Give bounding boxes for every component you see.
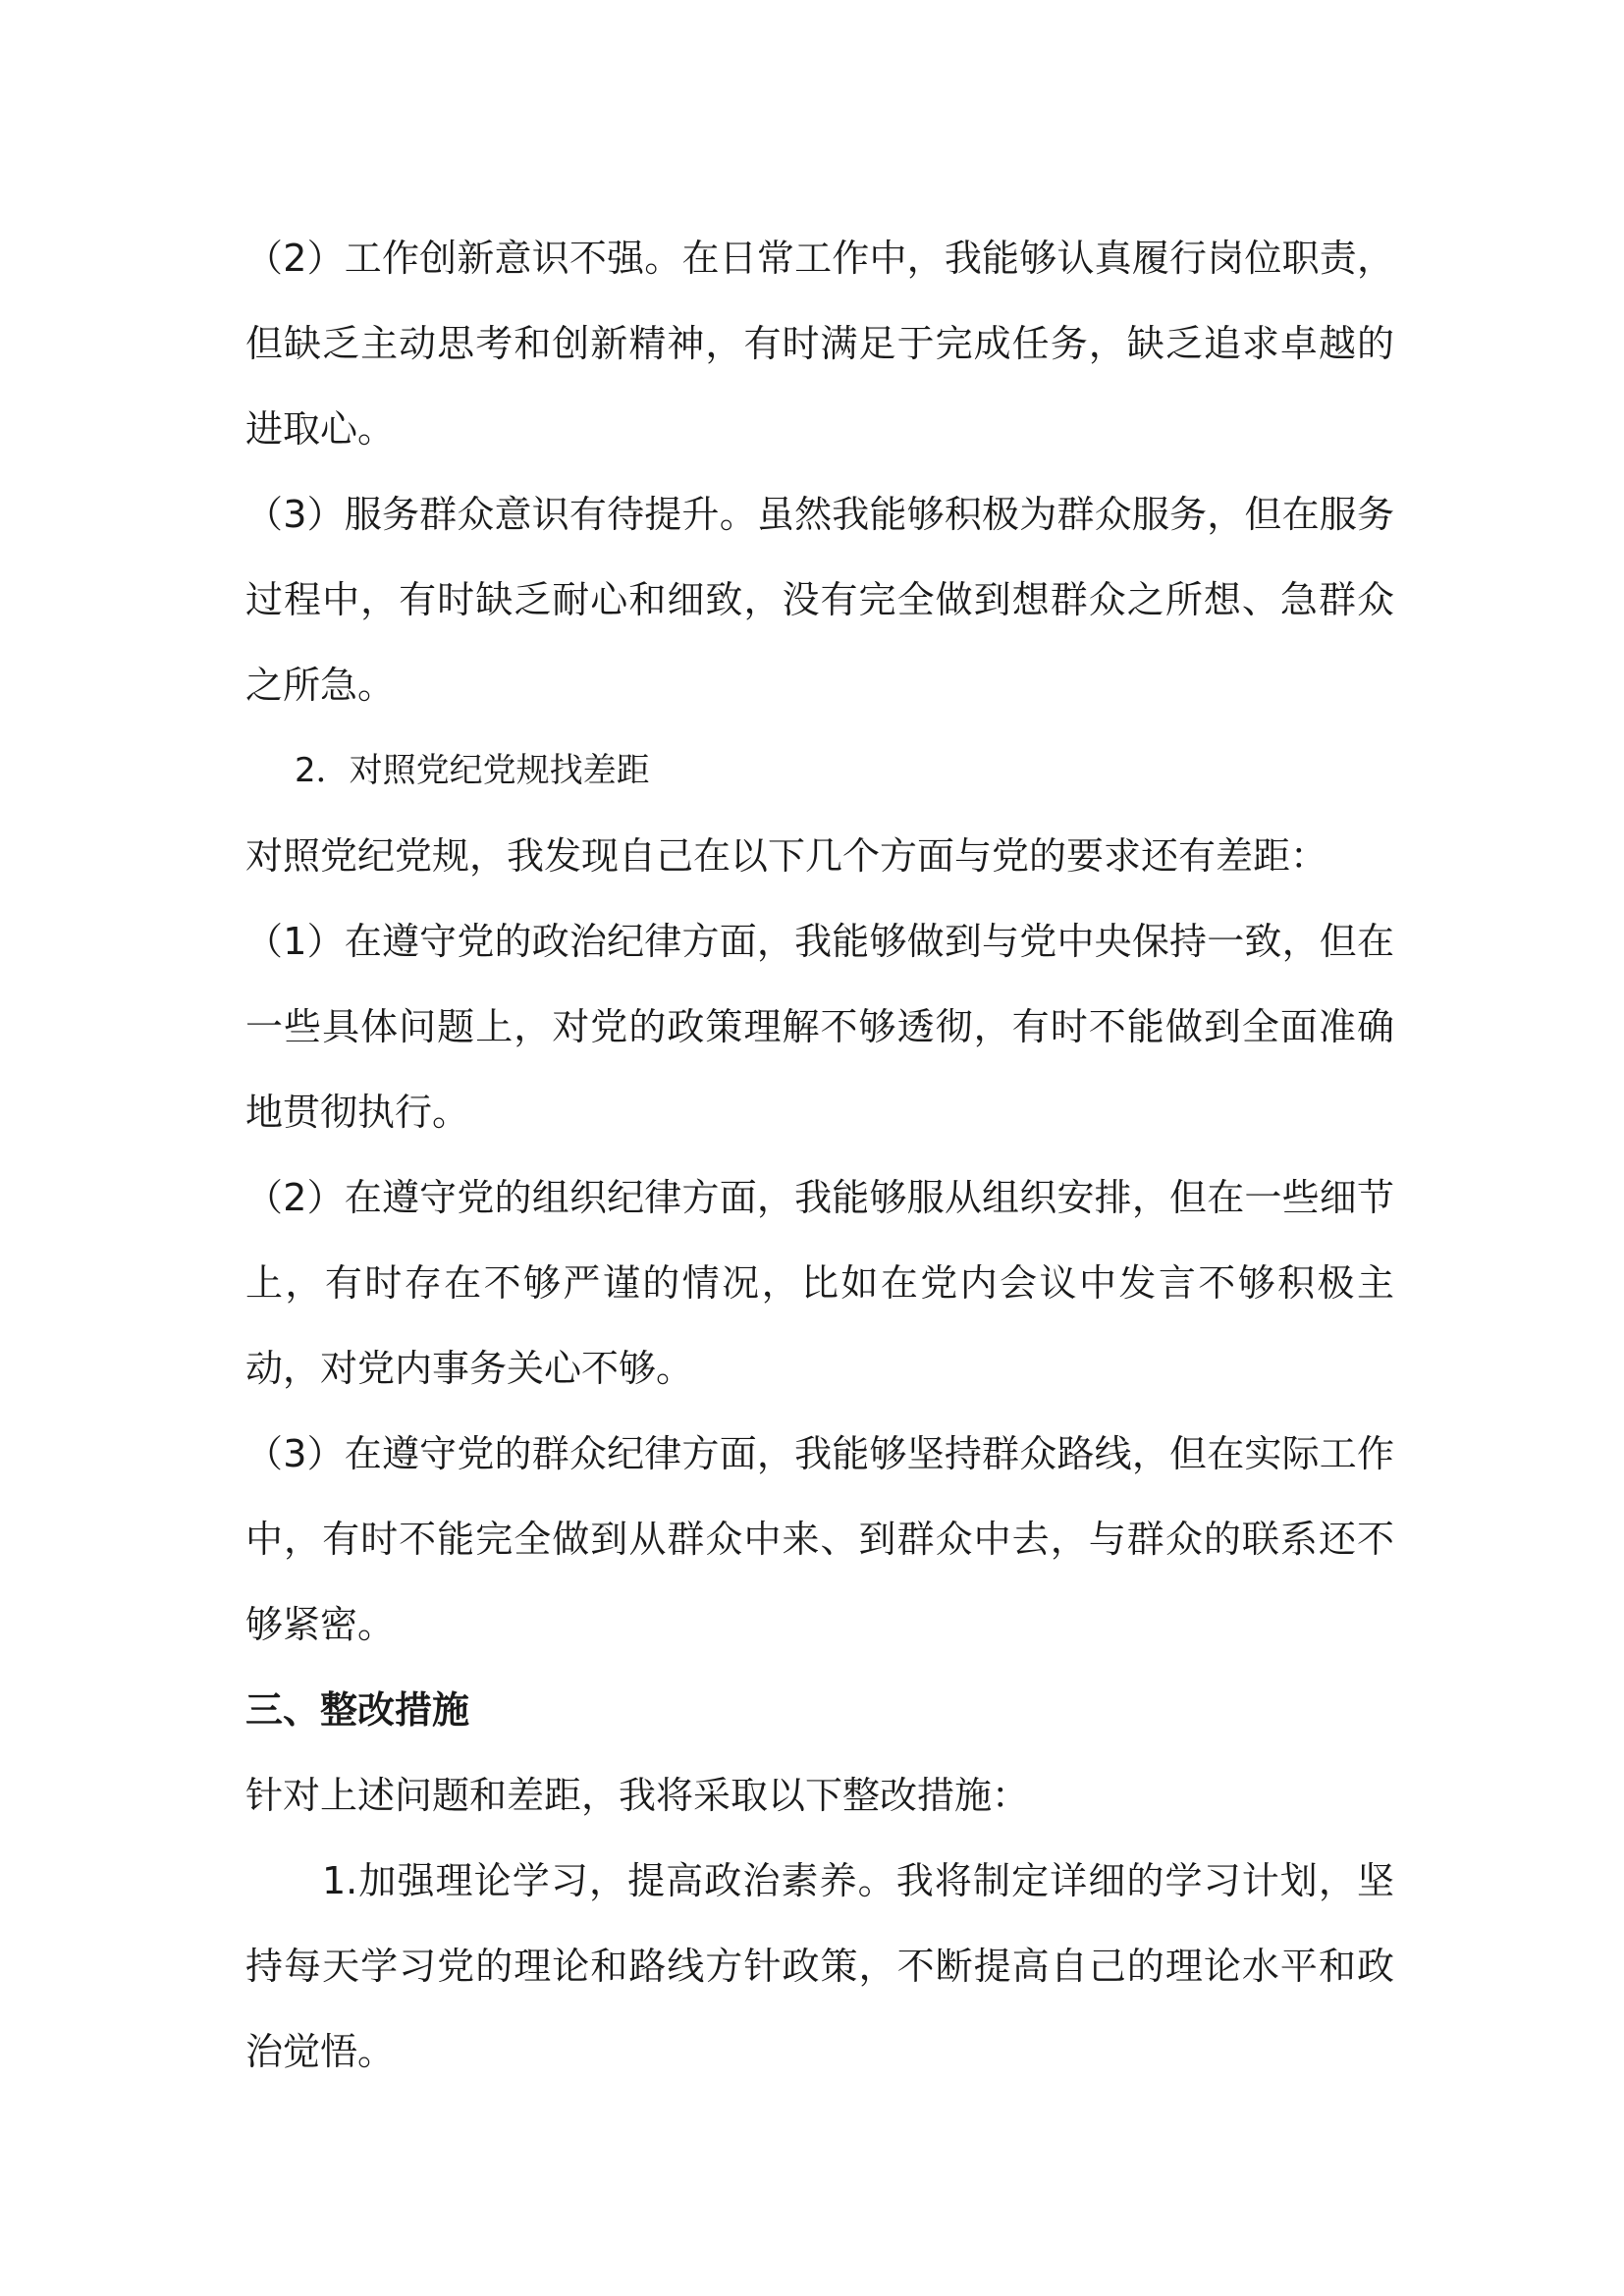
paragraph-mass-discipline: （3）在遵守党的群众纪律方面，我能够坚持群众路线，但在实际工作中，有时不能完全做到从群众中来、到群众中去，与群众的联系还不够紧密。 bbox=[245, 1432, 1394, 1646]
paragraph-organizational-discipline: （2）在遵守党的组织纪律方面，我能够服从组织安排，但在一些细节上，有时存在不够严谨的情况，比如在党内会议中发言不够积极主动，对党内事务关心不够。 bbox=[245, 1176, 1394, 1390]
paragraph-political-discipline: （1）在遵守党的政治纪律方面，我能够做到与党中央保持一致，但在一些具体问题上，对党的政策理解不够透彻，有时不能做到全面准确地贯彻执行。 bbox=[245, 920, 1394, 1134]
paragraph-work-innovation: （2）工作创新意识不强。在日常工作中，我能够认真履行岗位职责，但缺乏主动思考和创新精神，有时满足于完成任务，缺乏追求卓越的进取心。 bbox=[245, 237, 1394, 451]
paragraph-rectification-intro: 针对上述问题和差距，我将采取以下整改措施： bbox=[245, 1774, 1030, 1817]
subheading-party-discipline: 2．对照党纪党规找差距 bbox=[295, 751, 650, 790]
section-heading-rectification: 三、整改措施 bbox=[245, 1688, 470, 1732]
paragraph-theory-study: 1.加强理论学习，提高政治素养。我将制定详细的学习计划，坚持每天学习党的理论和路线方针政策，不断提高自己的理论水平和政治觉悟。 bbox=[245, 1859, 1394, 2073]
paragraph-service-awareness: （3）服务群众意识有待提升。虽然我能够积极为群众服务，但在服务过程中，有时缺乏耐心和细致，没有完全做到想群众之所想、急群众之所急。 bbox=[245, 493, 1394, 707]
document-body bbox=[245, 216, 1394, 2095]
paragraph-discipline-intro: 对照党纪党规，我发现自己在以下几个方面与党的要求还有差距： bbox=[245, 834, 1328, 878]
